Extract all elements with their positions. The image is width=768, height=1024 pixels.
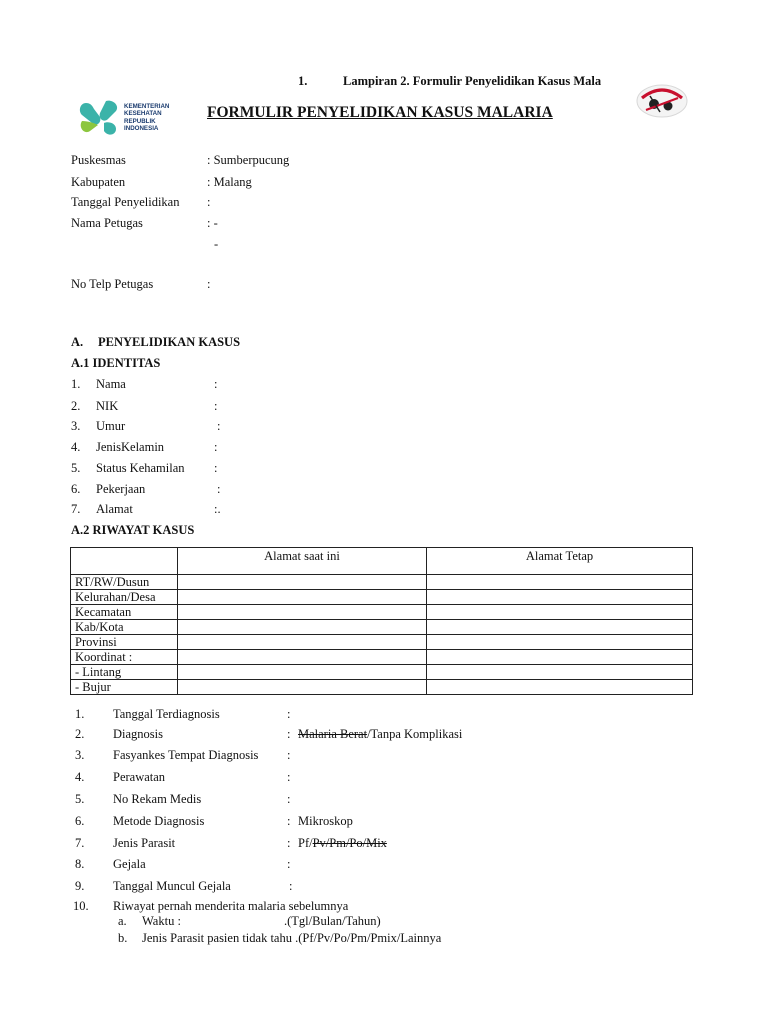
riwayat-colon: : bbox=[287, 770, 291, 784]
kabupaten-value: : Malang bbox=[207, 175, 252, 189]
table-row bbox=[71, 590, 693, 605]
riwayat-num: 9. bbox=[75, 879, 85, 893]
riwayat-num: 4. bbox=[75, 770, 85, 784]
puskesmas-value: : Sumberpucung bbox=[207, 153, 290, 167]
tanggal-label: Tanggal Penyelidikan bbox=[71, 195, 180, 209]
row-label: - Bujur bbox=[71, 680, 178, 695]
table-row bbox=[71, 635, 693, 650]
identitas-colon: : bbox=[214, 440, 218, 454]
identitas-colon: : bbox=[217, 419, 221, 433]
alamat-tetap-cell[interactable] bbox=[427, 575, 693, 590]
kabupaten-label: Kabupaten bbox=[71, 175, 126, 189]
sub-parasit-text: Jenis Parasit pasien tidak tahu .(Pf/Pv/Po/Pm/Pmix/Lainnya bbox=[142, 931, 442, 945]
row-label: Kecamatan bbox=[71, 605, 178, 620]
sub-letter: b. bbox=[118, 931, 128, 945]
identitas-label: NIK bbox=[96, 399, 119, 413]
riwayat-colon: : bbox=[289, 879, 293, 893]
riwayat-colon: : bbox=[287, 857, 291, 871]
riwayat-num: 5. bbox=[75, 792, 85, 806]
alamat-tetap-cell[interactable] bbox=[427, 605, 693, 620]
telp-value: : bbox=[207, 277, 211, 291]
riwayat-num: 2. bbox=[75, 727, 85, 741]
identitas-label: Alamat bbox=[96, 502, 133, 516]
table-header-row bbox=[71, 548, 693, 575]
identitas-num: 2. bbox=[71, 399, 81, 413]
table-header-cell: Alamat saat ini bbox=[178, 548, 427, 575]
sub-letter: a. bbox=[118, 914, 127, 928]
section-a-title: PENYELIDIKAN KASUS bbox=[98, 335, 241, 349]
petugas-value-2: - bbox=[214, 237, 219, 251]
petugas-value: : - bbox=[207, 216, 218, 230]
identitas-label: JenisKelamin bbox=[96, 440, 165, 454]
identitas-num: 1. bbox=[71, 377, 81, 391]
table-row bbox=[71, 605, 693, 620]
table-row bbox=[71, 680, 693, 695]
riwayat-colon: : bbox=[287, 748, 291, 762]
riwayat-label: No Rekam Medis bbox=[113, 792, 202, 806]
telp-label: No Telp Petugas bbox=[71, 277, 154, 291]
riwayat-label: Jenis Parasit bbox=[113, 836, 176, 850]
program-stamp-logo bbox=[636, 84, 688, 118]
section-a2-title: A.2 RIWAYAT KASUS bbox=[71, 523, 195, 537]
identitas-num: 3. bbox=[71, 419, 81, 433]
riwayat-colon: : bbox=[287, 814, 291, 828]
row-label: Kelurahan/Desa bbox=[71, 590, 178, 605]
sub-waktu-format: .(Tgl/Bulan/Tahun) bbox=[284, 914, 381, 928]
riwayat-colon: : bbox=[287, 727, 291, 741]
section-a-number: A. bbox=[71, 335, 84, 349]
kemenkes-logo bbox=[76, 97, 126, 137]
alamat-tetap-cell[interactable] bbox=[427, 635, 693, 650]
alamat-saat-ini-cell[interactable] bbox=[178, 605, 427, 620]
identitas-num: 4. bbox=[71, 440, 81, 454]
alamat-saat-ini-cell[interactable] bbox=[178, 665, 427, 680]
parasit-value bbox=[298, 836, 387, 851]
form-title: FORMULIR PENYELIDIKAN KASUS MALARIA bbox=[207, 104, 553, 121]
address-table bbox=[70, 547, 693, 695]
riwayat-colon: : bbox=[287, 707, 291, 721]
riwayat-label: Metode Diagnosis bbox=[113, 814, 205, 828]
riwayat-label: Tanggal Muncul Gejala bbox=[113, 879, 231, 893]
alamat-tetap-cell[interactable] bbox=[427, 665, 693, 680]
riwayat-label: Riwayat pernah menderita malaria sebelumnya bbox=[113, 899, 349, 913]
table-row bbox=[71, 650, 693, 665]
identitas-label: Pekerjaan bbox=[96, 482, 146, 496]
parasit-struck: Pv/Pm/Po/Mix bbox=[312, 836, 387, 850]
row-label: RT/RW/Dusun bbox=[71, 575, 178, 590]
identitas-colon: : bbox=[217, 482, 221, 496]
riwayat-label: Tanggal Terdiagnosis bbox=[113, 707, 220, 721]
riwayat-label: Perawatan bbox=[113, 770, 166, 784]
riwayat-colon: : bbox=[287, 836, 291, 850]
alamat-saat-ini-cell[interactable] bbox=[178, 650, 427, 665]
identitas-colon: : bbox=[214, 377, 218, 391]
section-a1-title: A.1 IDENTITAS bbox=[71, 356, 161, 370]
identitas-label: Status Kehamilan bbox=[96, 461, 185, 475]
diagnosis-value bbox=[298, 727, 462, 742]
alamat-saat-ini-cell[interactable] bbox=[178, 620, 427, 635]
alamat-saat-ini-cell[interactable] bbox=[178, 575, 427, 590]
row-label: Kab/Kota bbox=[71, 620, 178, 635]
table-row bbox=[71, 575, 693, 590]
table-header-cell bbox=[71, 548, 178, 575]
alamat-tetap-cell[interactable] bbox=[427, 650, 693, 665]
puskesmas-label: Puskesmas bbox=[71, 153, 126, 167]
identitas-num: 7. bbox=[71, 502, 81, 516]
riwayat-label: Gejala bbox=[113, 857, 146, 871]
parasit-selected: Pf/ bbox=[298, 836, 313, 850]
alamat-saat-ini-cell[interactable] bbox=[178, 680, 427, 695]
riwayat-num: 1. bbox=[75, 707, 85, 721]
diagnosis-struck: Malaria Berat bbox=[298, 727, 368, 741]
sub-waktu-label: Waktu : bbox=[142, 914, 181, 928]
identitas-colon: :. bbox=[214, 502, 221, 516]
row-label: Provinsi bbox=[71, 635, 178, 650]
table-header-cell: Alamat Tetap bbox=[427, 548, 693, 575]
identitas-label: Umur bbox=[96, 419, 126, 433]
identitas-num: 6. bbox=[71, 482, 81, 496]
riwayat-num: 8. bbox=[75, 857, 85, 871]
riwayat-label: Diagnosis bbox=[113, 727, 163, 741]
alamat-saat-ini-cell[interactable] bbox=[178, 590, 427, 605]
row-label: Koordinat : bbox=[71, 650, 178, 665]
riwayat-num: 7. bbox=[75, 836, 85, 850]
riwayat-colon: : bbox=[287, 792, 291, 806]
tanggal-value: : bbox=[207, 195, 211, 209]
section-number: 1. bbox=[298, 74, 308, 88]
metode-value: Mikroskop bbox=[298, 814, 353, 828]
alamat-saat-ini-cell[interactable] bbox=[178, 635, 427, 650]
diagnosis-selected: /Tanpa Komplikasi bbox=[367, 727, 463, 741]
identitas-label: Nama bbox=[96, 377, 126, 391]
lampiran-heading: Lampiran 2. Formulir Penyelidikan Kasus Mala bbox=[343, 74, 602, 88]
riwayat-num: 6. bbox=[75, 814, 85, 828]
identitas-colon: : bbox=[214, 399, 218, 413]
alamat-tetap-cell[interactable] bbox=[427, 680, 693, 695]
riwayat-label: Fasyankes Tempat Diagnosis bbox=[113, 748, 259, 762]
table-row bbox=[71, 665, 693, 680]
identitas-colon: : bbox=[214, 461, 218, 475]
kemenkes-logo-text: KEMENTERIAN KESEHATAN REPUBLIK INDONESIA bbox=[124, 103, 170, 133]
row-label: - Lintang bbox=[71, 665, 178, 680]
petugas-label: Nama Petugas bbox=[71, 216, 143, 230]
riwayat-num: 10. bbox=[73, 899, 89, 913]
alamat-tetap-cell[interactable] bbox=[427, 590, 693, 605]
riwayat-num: 3. bbox=[75, 748, 85, 762]
alamat-tetap-cell[interactable] bbox=[427, 620, 693, 635]
table-row bbox=[71, 620, 693, 635]
identitas-num: 5. bbox=[71, 461, 81, 475]
